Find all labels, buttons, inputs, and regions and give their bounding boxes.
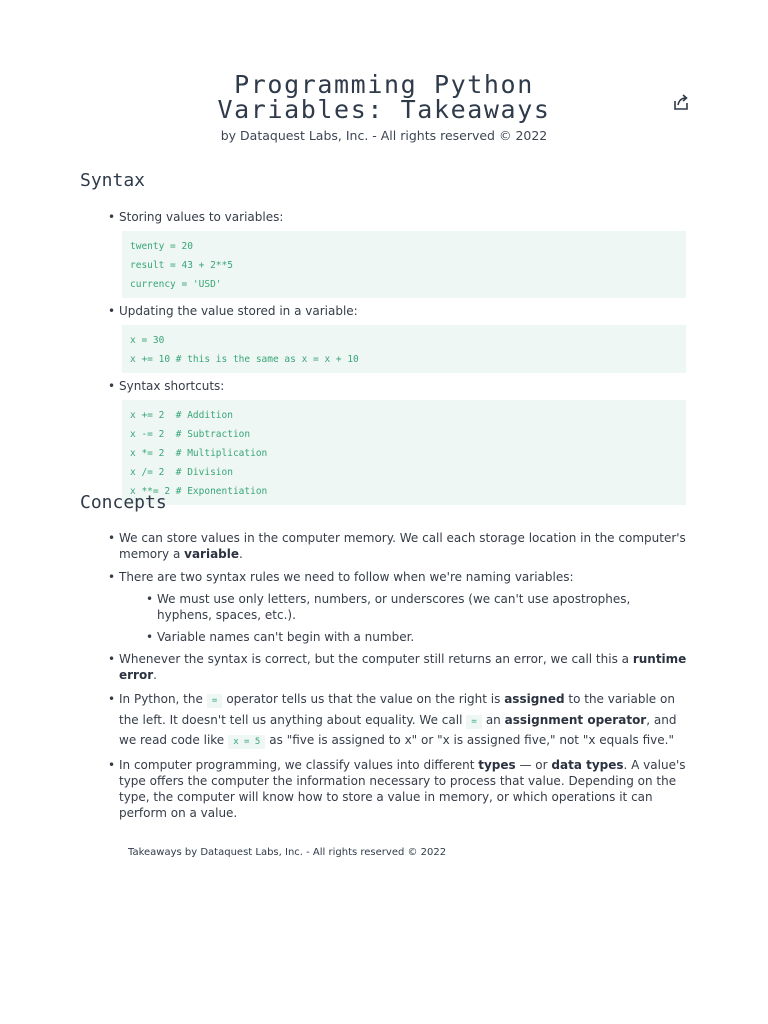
list-item xyxy=(0,378,689,394)
page-subtitle: by Dataquest Labs, Inc. - All rights reserved © 2022 xyxy=(220,128,548,143)
code-line: x = 30 xyxy=(130,335,165,346)
bold-term: variable xyxy=(184,547,240,561)
item-text: Whenever the syntax is correct, but the computer still returns an error, we call this a xyxy=(119,652,633,666)
list-item xyxy=(0,690,689,752)
syntax-section xyxy=(0,209,768,505)
code-block xyxy=(122,325,686,373)
item-text: operator tells us that the value on the right is xyxy=(226,692,505,706)
item-text: Variable names can't begin with a number. xyxy=(157,630,415,644)
list-item xyxy=(0,651,689,683)
item-text: There are two syntax rules we need to follow when we're naming variables: xyxy=(119,570,574,584)
item-text: . A value's type offers the computer the information necessary to process that value. Depending on the type, the computer will know how to store a value in memory, or which operations it can perform on a value. xyxy=(119,757,686,820)
inline-code: = xyxy=(207,694,222,708)
list-item xyxy=(0,303,689,319)
list-item xyxy=(0,530,689,562)
code-line: x **= 2 # Exponentiation xyxy=(130,486,268,497)
list-item xyxy=(0,209,689,225)
code-line: x /= 2 # Division xyxy=(130,467,233,478)
item-label: Updating the value stored in a variable: xyxy=(119,304,358,318)
bold-term: assigned xyxy=(504,692,565,706)
bold-term: types xyxy=(478,757,516,772)
code-line: x += 2 # Addition xyxy=(130,410,233,421)
code-line: x -= 2 # Subtraction xyxy=(130,429,251,440)
bold-term: assignment operator xyxy=(504,712,647,727)
sub-list-item xyxy=(0,629,687,645)
code-line: x += 10 # this is the same as x = x + 10 xyxy=(130,354,359,365)
code-line: currency = 'USD' xyxy=(130,279,222,290)
list-item xyxy=(0,569,689,585)
syntax-heading: Syntax xyxy=(80,170,146,191)
inline-code: x = 5 xyxy=(228,735,265,749)
item-label: Storing values to variables: xyxy=(119,210,284,224)
item-text: as "five is assigned to x" or "x is assigned five," not "x equals five." xyxy=(269,733,674,747)
item-text: We must use only letters, numbers, or underscores (we can't use apostrophes, hyphens, spaces, etc.). xyxy=(157,592,631,622)
item-text: an xyxy=(485,712,505,727)
page-title: Programming Python Variables: Takeaways xyxy=(217,70,551,124)
code-block xyxy=(122,231,686,298)
code-line: x *= 2 # Multiplication xyxy=(130,448,268,459)
code-block xyxy=(122,400,686,505)
item-text: In computer programming, we classify values into different xyxy=(119,757,479,772)
item-text: , and we read code like xyxy=(119,712,677,747)
item-text: . xyxy=(153,668,157,682)
item-text: — or xyxy=(515,757,552,772)
code-line: result = 43 + 2**5 xyxy=(130,260,233,271)
list-item xyxy=(0,757,689,821)
item-text: to the variable on the left. It doesn't tell us anything about equality. We call xyxy=(119,692,675,727)
share-icon[interactable] xyxy=(671,92,691,112)
concepts-section xyxy=(0,530,768,821)
item-text: In Python, the xyxy=(119,692,203,706)
item-text: We can store values in the computer memory. We call each storage location in the computer's memory a xyxy=(119,531,686,561)
code-line: twenty = 20 xyxy=(130,241,193,252)
page-header xyxy=(0,72,768,143)
concepts-heading: Concepts xyxy=(80,492,167,513)
footer-text: Takeaways by Dataquest Labs, Inc. - All rights reserved © 2022 xyxy=(128,847,447,858)
bold-term: data types xyxy=(551,757,624,772)
inline-code: = xyxy=(466,715,481,729)
sub-list-item xyxy=(0,591,687,623)
bold-term: runtime error xyxy=(119,652,687,682)
item-label: Syntax shortcuts: xyxy=(119,379,225,393)
item-text: . xyxy=(239,547,243,561)
